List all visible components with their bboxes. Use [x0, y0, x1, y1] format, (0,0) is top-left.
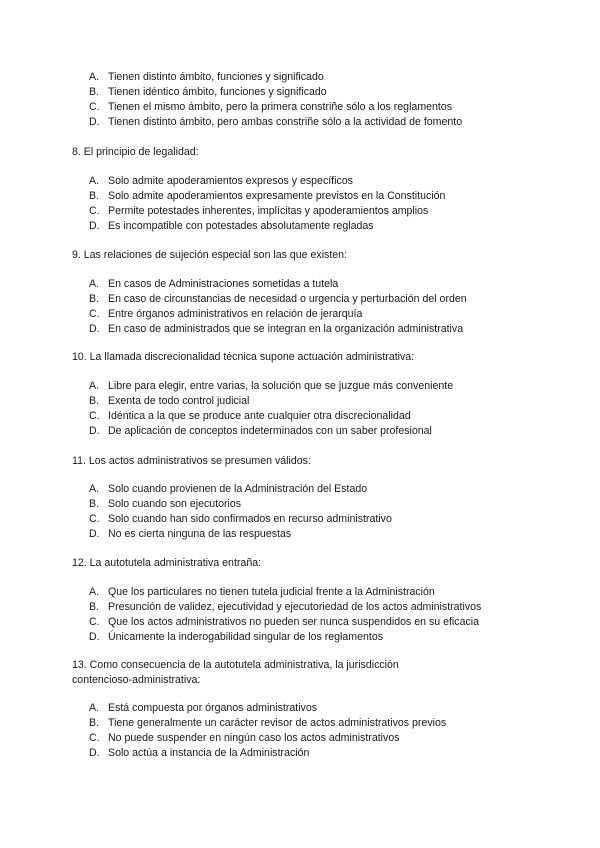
option-letter: D. — [89, 425, 100, 437]
option-b — [89, 292, 589, 307]
option-b — [89, 497, 589, 512]
option-letter: D. — [89, 631, 100, 643]
question-12-options — [89, 585, 589, 645]
option-text: Solo admite apoderamientos expresamente previstos en la Constitución — [108, 190, 446, 202]
option-a — [89, 585, 589, 600]
option-letter: D. — [89, 220, 100, 232]
option-letter: C. — [89, 732, 100, 744]
option-text: Solo cuando han sido confirmados en recurso administrativo — [108, 513, 392, 525]
option-text: Solo cuando provienen de la Administración del Estado — [108, 483, 368, 495]
option-letter: B. — [89, 293, 100, 305]
question-9-options — [89, 277, 589, 337]
option-text: Es incompatible con potestades absolutamente regladas — [108, 220, 374, 232]
option-d — [89, 115, 589, 130]
option-letter: B. — [89, 190, 100, 202]
option-d — [89, 322, 589, 337]
question-8: 8. El principio de legalidad: — [72, 146, 199, 158]
option-letter: B. — [89, 86, 100, 98]
option-text: Libre para elegir, entre varias, la solución que se juzgue más conveniente — [108, 380, 454, 392]
option-letter: B. — [89, 601, 100, 613]
option-text: Tiene generalmente un carácter revisor de actos administrativos previos — [108, 717, 447, 729]
option-c — [89, 100, 589, 115]
option-letter: D. — [89, 323, 100, 335]
option-letter: A. — [89, 71, 100, 83]
option-text: Tienen distinto ámbito, pero ambas constriñe sólo a la actividad de fomento — [108, 116, 463, 128]
question-10-options — [89, 379, 589, 439]
option-a — [89, 277, 589, 292]
option-a — [89, 701, 589, 716]
option-d — [89, 527, 589, 542]
option-b — [89, 394, 589, 409]
option-d — [89, 630, 589, 645]
option-text: Únicamente la inderogabilidad singular de los reglamentos — [108, 631, 384, 643]
option-text: En caso de circunstancias de necesidad o urgencia y perturbación del orden — [108, 293, 467, 305]
option-letter: D. — [89, 528, 100, 540]
question-13-line-1: 13. Como consecuencia de la autotutela administrativa, la jurisdicción — [72, 659, 399, 671]
option-text: Entre órganos administrativos en relación de jerarquía — [108, 308, 363, 320]
option-letter: B. — [89, 717, 100, 729]
option-b — [89, 716, 589, 731]
option-c — [89, 512, 589, 527]
option-c — [89, 409, 589, 424]
option-text: Tienen idéntico ámbito, funciones y significado — [108, 86, 327, 98]
option-letter: C. — [89, 410, 100, 422]
option-letter: C. — [89, 205, 100, 217]
option-text: Tienen el mismo ámbito, pero la primera constriñe sólo a los reglamentos — [108, 101, 453, 113]
option-b — [89, 600, 589, 615]
option-c — [89, 204, 589, 219]
question-10: 10. La llamada discrecionalidad técnica supone actuación administrativa: — [72, 351, 415, 363]
option-c — [89, 307, 589, 322]
option-letter: C. — [89, 616, 100, 628]
prev-question-options — [89, 70, 589, 130]
option-a — [89, 482, 589, 497]
question-8-options — [89, 174, 589, 234]
question-13-line-2: contencioso-administrativa: — [72, 674, 201, 686]
option-text: Solo admite apoderamientos expresos y específicos — [108, 175, 353, 187]
option-c — [89, 615, 589, 630]
question-9: 9. Las relaciones de sujeción especial son las que existen: — [72, 249, 348, 261]
option-letter: A. — [89, 278, 100, 290]
option-text: Presunción de validez, ejecutividad y ejecutoriedad de los actos administrativos — [108, 601, 482, 613]
option-d — [89, 219, 589, 234]
option-letter: C. — [89, 513, 100, 525]
option-text: Solo actúa a instancia de la Administración — [108, 747, 310, 759]
option-text: Exenta de todo control judicial — [108, 395, 250, 407]
option-a — [89, 174, 589, 189]
option-letter: A. — [89, 380, 100, 392]
option-letter: A. — [89, 702, 100, 714]
option-d — [89, 424, 589, 439]
option-letter: A. — [89, 586, 100, 598]
option-text: No puede suspender en ningún caso los actos administrativos — [108, 732, 400, 744]
option-b — [89, 189, 589, 204]
question-11: 11. Los actos administrativos se presumen válidos: — [72, 455, 311, 467]
option-a — [89, 70, 589, 85]
option-letter: C. — [89, 308, 100, 320]
option-text: Que los actos administrativos no pueden ser nunca suspendidos en su eficacia — [108, 616, 480, 628]
option-text: De aplicación de conceptos indeterminados con un saber profesional — [108, 425, 432, 437]
question-11-options — [89, 482, 589, 542]
option-c — [89, 731, 589, 746]
option-letter: D. — [89, 747, 100, 759]
option-text: Solo cuando son ejecutorios — [108, 498, 242, 510]
question-13-options — [89, 701, 589, 761]
option-text: Permite potestades inherentes, implícitas y apoderamientos amplios — [108, 205, 429, 217]
option-a — [89, 379, 589, 394]
option-b — [89, 85, 589, 100]
option-letter: A. — [89, 483, 100, 495]
option-text: Que los particulares no tienen tutela judicial frente a la Administración — [108, 586, 435, 598]
option-letter: A. — [89, 175, 100, 187]
option-d — [89, 746, 589, 761]
question-12: 12. La autotutela administrativa entraña: — [72, 557, 262, 569]
option-letter: B. — [89, 395, 100, 407]
option-text: Idéntica a la que se produce ante cualquier otra discrecionalidad — [108, 410, 411, 422]
option-text: No es cierta ninguna de las respuestas — [108, 528, 292, 540]
option-letter: B. — [89, 498, 100, 510]
option-letter: C. — [89, 101, 100, 113]
option-text: En caso de administrados que se integran en la organización administrativa — [108, 323, 464, 335]
option-text: Está compuesta por órganos administrativos — [108, 702, 318, 714]
option-letter: D. — [89, 116, 100, 128]
option-text: Tienen distinto ámbito, funciones y significado — [108, 71, 324, 83]
option-text: En casos de Administraciones sometidas a tutela — [108, 278, 339, 290]
